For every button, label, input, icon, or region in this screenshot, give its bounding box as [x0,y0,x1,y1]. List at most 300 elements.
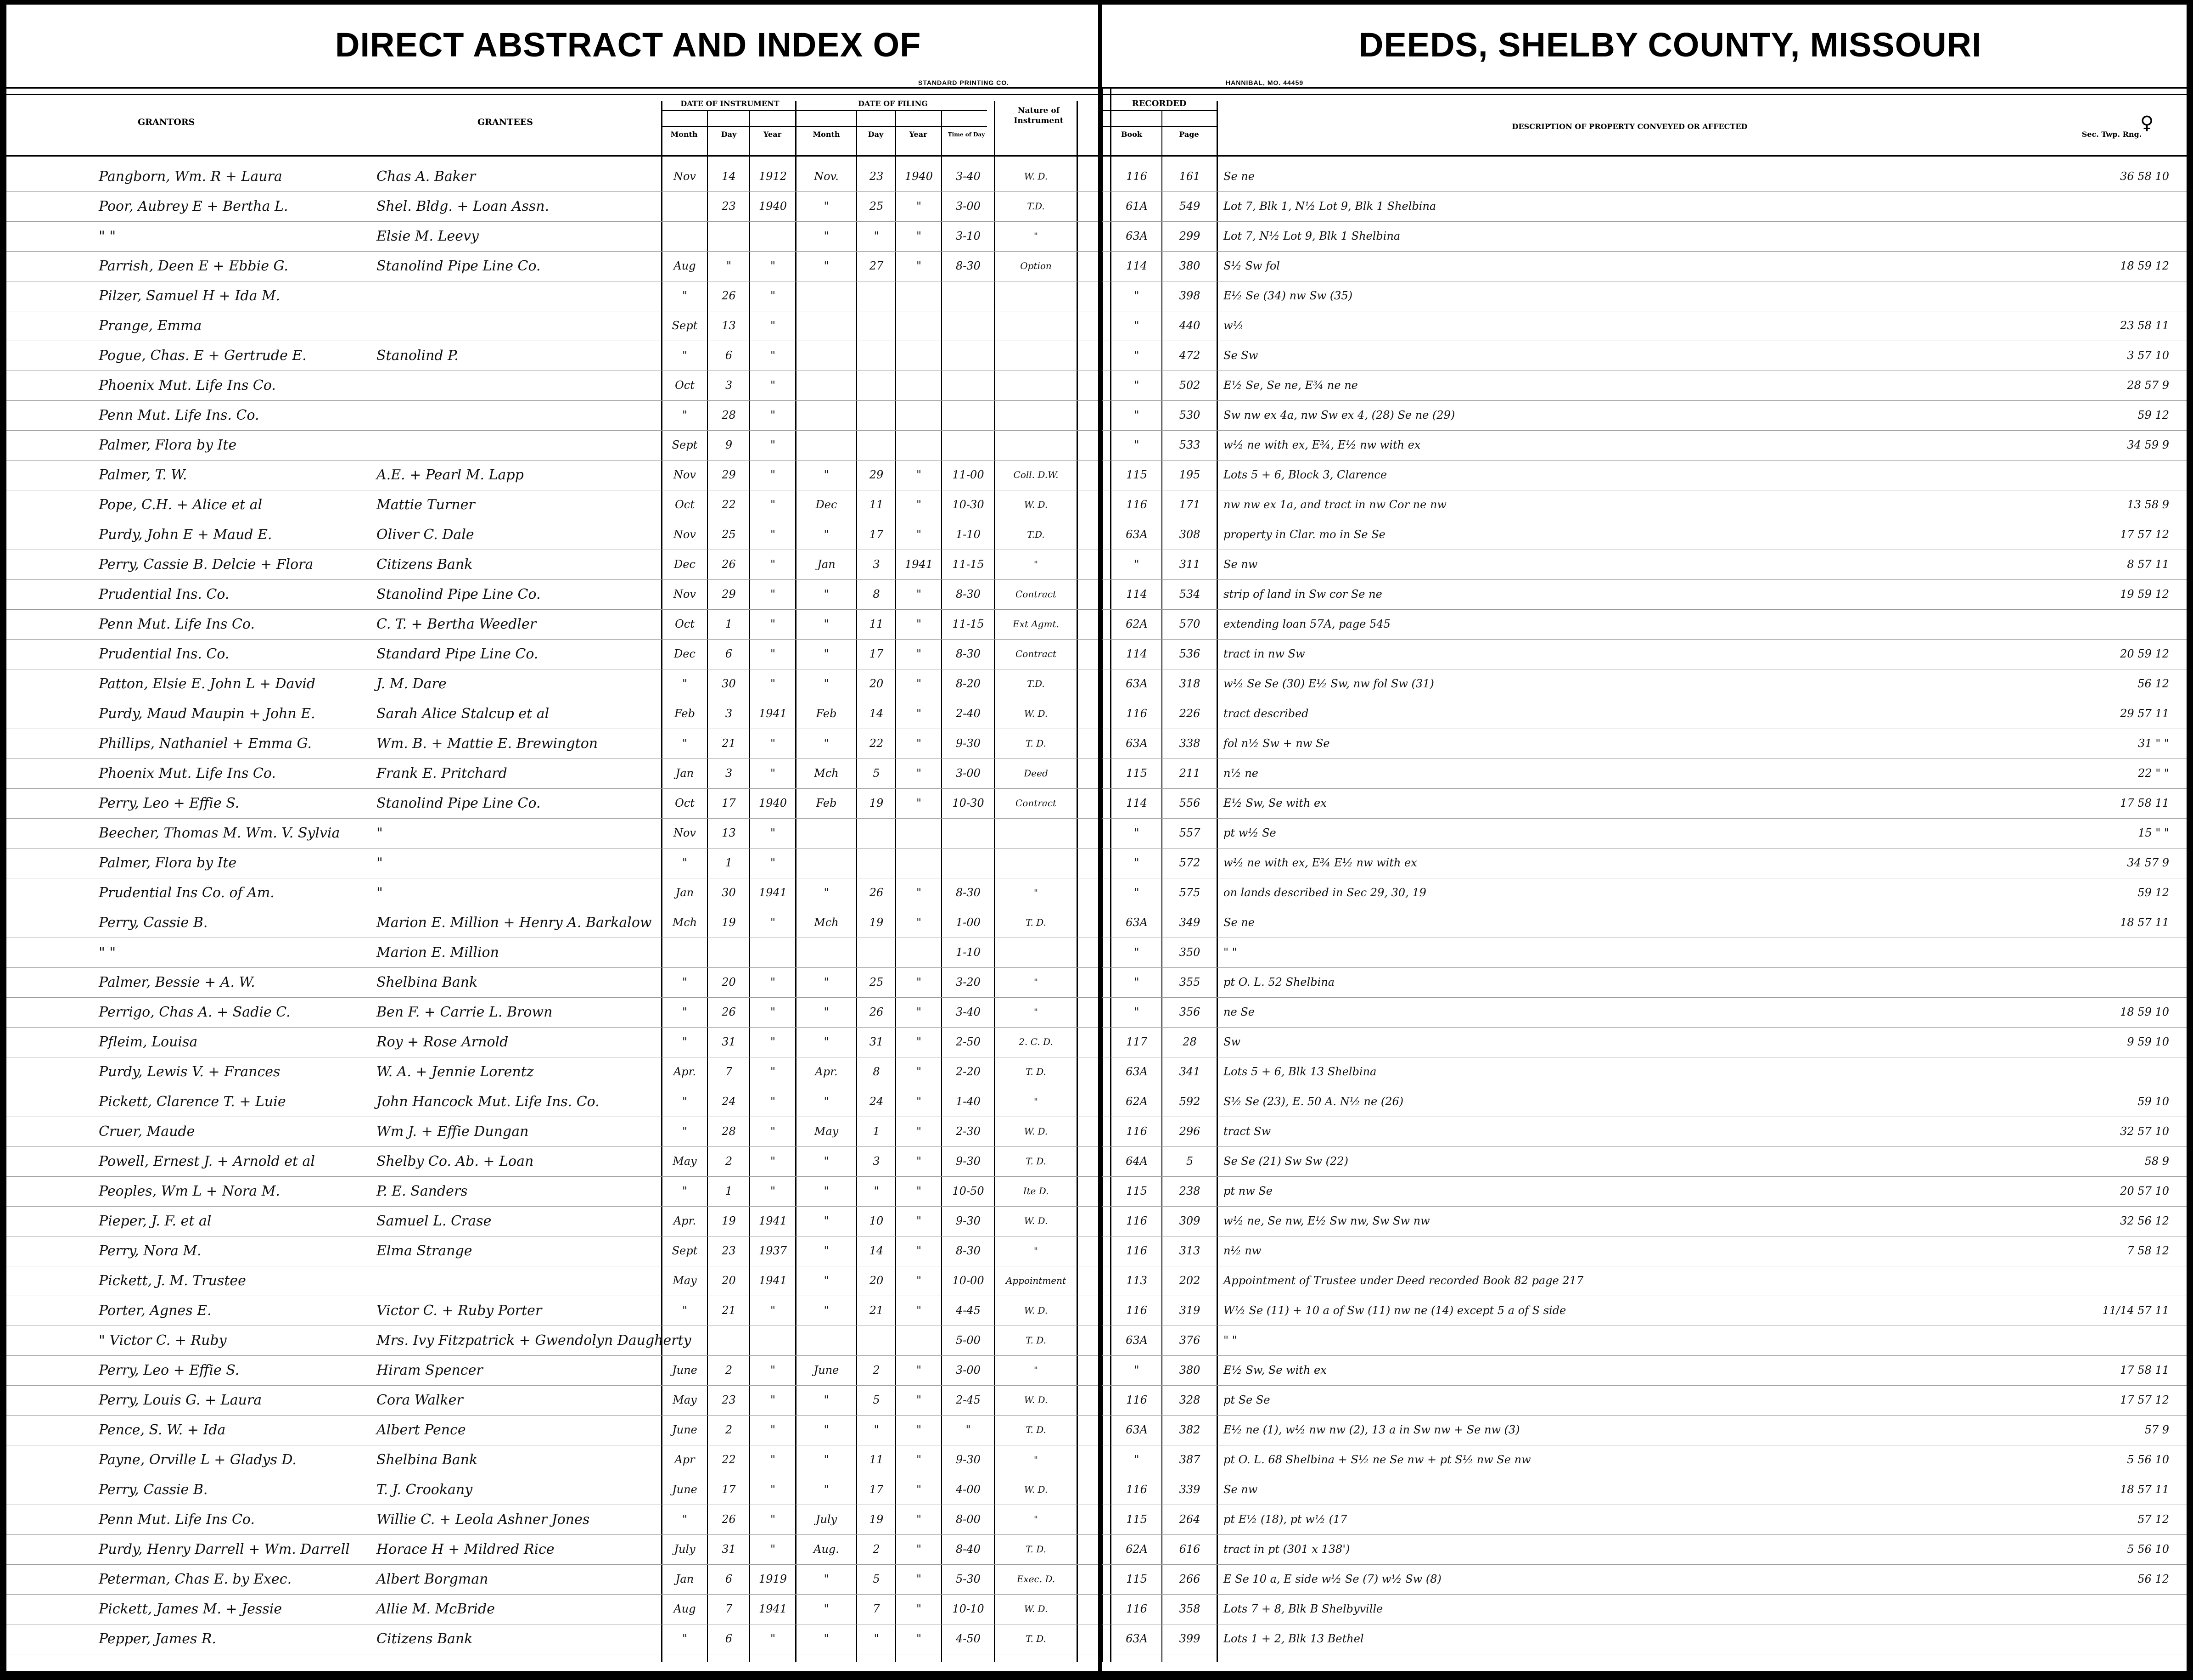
ledger-row [1102,1415,2193,1445]
description-cell: S½ Sw fol [1223,259,1280,272]
filing-year-cell [897,1326,941,1355]
ledger-row [0,1236,1102,1266]
filing-year-cell: " [916,1214,922,1227]
ledger-row [1102,878,2193,908]
ledger-row [1102,967,2193,998]
ledger-row [0,848,1102,878]
book-cell: " [1134,379,1139,392]
description-cell: S½ Se (23), E. 50 A. N½ ne (26) [1223,1095,1404,1108]
book-cell: 63A [1126,916,1148,929]
description-cell: w½ ne with ex, E¾ E½ nw with ex [1223,856,1417,869]
filing-day-cell: 27 [869,259,884,272]
page-cell: 308 [1179,528,1200,541]
nature-cell: W. D. [1024,1215,1048,1226]
book-cell: 63A [1126,230,1148,242]
ledger-row [0,729,1102,759]
ledger-row [0,639,1102,669]
filing-year-cell [897,430,941,460]
nature-cell [995,311,1077,341]
time-of-day-cell: 2-50 [956,1035,981,1048]
grantor-cell: Pogue, Chas. E + Gertrude E. [99,348,307,364]
time-of-day-cell: 2-40 [956,707,981,720]
description-cell: E½ Sw, Se with ex [1223,1364,1327,1377]
ledger-row [0,908,1102,938]
time-of-day-cell [942,281,994,311]
nature-cell: T. D. [1026,1156,1046,1167]
grantees-header: GRANTEES [477,117,533,127]
filing-year-cell: " [916,588,922,601]
instrument-year-cell: " [770,528,776,541]
ledger-row [0,1176,1102,1207]
ledger-row [0,460,1102,490]
grantor-cell: Parrish, Deen E + Ebbie G. [99,258,288,274]
instrument-year-cell: " [770,558,776,571]
instrument-month-cell: " [682,856,688,869]
filing-day-cell [858,848,895,878]
book-cell: " [1134,409,1139,421]
ledger-row [0,788,1102,819]
grantor-cell: Perry, Leo + Effie S. [99,1362,240,1378]
filing-year-cell: " [916,1006,922,1018]
instrument-month-cell: Nov [673,170,696,183]
grantee-cell: J. M. Dare [376,676,447,692]
sec-twp-rng-cell [2043,191,2169,221]
filing-month-cell: " [824,647,829,660]
grantor-cell: Powell, Ernest J. + Arnold et al [99,1153,315,1169]
nature-cell [995,400,1077,430]
nature-cell: Contract [1015,798,1056,809]
page-cell: 358 [1179,1602,1200,1615]
instrument-year-cell: " [770,1155,776,1168]
grantor-cell: Pepper, James R. [99,1631,217,1647]
filing-day-cell [858,371,895,400]
instrument-month-cell: " [682,1304,688,1317]
description-cell: Lot 7, Blk 1, N½ Lot 9, Blk 1 Shelbina [1223,200,1436,213]
description-cell: extending loan 57A, page 545 [1223,618,1391,630]
time-of-day-cell: 1-10 [956,528,981,541]
page-cell: 161 [1179,170,1200,183]
instrument-day-cell: 7 [725,1602,733,1615]
sec-twp-rng-header: Sec. Twp. Rng. [2081,130,2142,139]
grantee-cell: Elsie M. Leevy [376,228,479,244]
time-of-day-cell: 4-45 [956,1304,981,1317]
description-cell: Lots 1 + 2, Blk 13 Bethel [1223,1632,1364,1645]
book-cell: 116 [1126,1602,1147,1615]
sec-twp-rng-cell [2043,1266,2169,1296]
book-cell: 114 [1126,259,1147,272]
sec-twp-rng-cell: 29 57 11 [2120,707,2169,720]
description-header: DESCRIPTION OF PROPERTY CONVEYED OR AFFECTED [1512,122,1748,131]
sec-twp-rng-cell: 32 57 10 [2120,1125,2169,1138]
ledger-row [0,520,1102,550]
filing-year-cell: " [916,1483,922,1496]
sec-twp-rng-cell: 58 9 [2144,1155,2169,1168]
page-cell: 311 [1179,558,1200,571]
nature-cell: W. D. [1024,1603,1048,1614]
time-of-day-cell [942,341,994,371]
book-cell: " [1134,826,1139,839]
ledger-row [1102,1326,2193,1356]
time-of-day-cell [942,430,994,460]
ledger-row [1102,490,2193,520]
filing-day-cell: 5 [873,767,880,780]
instrument-year-cell: " [770,1065,776,1078]
ledger-row [1102,1445,2193,1475]
filing-day-cell: 2 [873,1364,880,1377]
ledger-row [1102,669,2193,699]
sec-twp-rng-cell [2043,221,2169,251]
ledger-row [0,162,1102,192]
page-cell: 534 [1179,588,1200,601]
instrument-day-cell: 14 [722,170,736,183]
ledger-row [0,1385,1102,1416]
instrument-year-cell: " [770,1513,776,1526]
nature-cell: Contract [1015,648,1056,659]
instrument-month-cell: Oct [675,379,695,392]
book-cell: 116 [1126,498,1147,511]
filing-day-cell: 17 [869,1483,884,1496]
time-of-day-cell: 3-40 [956,170,981,183]
page-cell: 570 [1179,618,1200,630]
filing-year-cell: 1940 [904,170,933,183]
sec-twp-rng-cell: 7 58 12 [2127,1244,2169,1257]
page-cell: 238 [1179,1185,1200,1197]
filing-month-cell: Mch [814,767,839,780]
grantee-cell [376,430,652,460]
instrument-month-cell: " [682,349,688,362]
filing-month-cell: Nov. [814,170,839,183]
instrument-year-cell: " [770,289,776,302]
ledger-row [0,699,1102,729]
instrument-year-cell: " [770,647,776,660]
grantor-cell: Pickett, J. M. Trustee [99,1273,246,1289]
instrument-year-cell: " [770,1423,776,1436]
sec-twp-rng-cell: 31 " " [2138,737,2169,750]
filing-day-cell: 25 [869,200,884,213]
ledger-row [1102,311,2193,341]
sec-twp-rng-cell: 23 58 11 [2120,319,2169,332]
book-cell: " [1134,976,1139,989]
ledger-row [0,818,1102,848]
instrument-year-cell: 1941 [758,886,787,899]
instrument-day-cell: 1 [725,1185,733,1197]
grantee-cell: Cora Walker [376,1392,463,1408]
grantor-cell: Pickett, Clarence T. + Luie [99,1094,286,1110]
filing-month-cell: " [824,1632,829,1645]
instrument-day-cell: 19 [722,1214,736,1227]
nature-cell [995,938,1077,967]
nature-cell [995,341,1077,371]
date-of-filing-header: DATE OF FILING [858,99,928,108]
time-of-day-cell: 10-30 [952,498,984,511]
sec-twp-rng-cell: 18 57 11 [2120,1483,2169,1496]
sec-twp-rng-cell: 11/14 57 11 [2102,1304,2169,1317]
filing-year-cell: " [916,1453,922,1466]
instrument-day-cell: 23 [722,1393,736,1406]
ledger-row [1102,191,2193,222]
instrument-year-cell: 1941 [758,1602,787,1615]
sec-twp-rng-cell [2043,938,2169,967]
grantor-cell: " " [99,944,116,961]
description-cell: w½ ne, Se nw, E½ Sw nw, Sw Sw nw [1223,1214,1430,1227]
page-cell: 355 [1179,976,1200,989]
filing-day-cell: 17 [869,528,884,541]
filing-year-cell: " [916,886,922,899]
page-cell: 202 [1179,1274,1200,1287]
instrument-day-cell: 3 [725,379,733,392]
description-cell: tract in nw Sw [1223,647,1305,660]
grantee-cell: Mrs. Ivy Fitzpatrick + Gwendolyn Daugherty [376,1332,691,1348]
instrument-day-cell: 13 [722,826,736,839]
ledger-row [0,1505,1102,1535]
description-cell: n½ nw [1223,1244,1262,1257]
time-of-day-cell [942,848,994,878]
printer-imprint-left: STANDARD PRINTING CO. [918,79,1010,86]
book-cell: 117 [1126,1035,1147,1048]
instrument-month-cell: " [682,737,688,750]
filing-month-cell [796,818,856,848]
filing-day-cell: 5 [873,1393,880,1406]
filing-year-cell [897,281,941,311]
page-cell: 339 [1179,1483,1200,1496]
time-of-day-header: Time of Day [948,131,985,138]
filing-month-cell: " [824,259,829,272]
filing-day-cell: 26 [869,886,884,899]
filing-month-cell: " [824,1244,829,1257]
time-of-day-cell: 10-50 [952,1185,984,1197]
instrument-day-cell: 3 [725,767,733,780]
book-cell: 116 [1126,1244,1147,1257]
filing-year-cell: " [916,1602,922,1615]
filing-year-cell: " [916,677,922,690]
grantee-cell: Standard Pipe Line Co. [376,646,538,662]
filing-month-cell: " [824,976,829,989]
book-cell: 62A [1126,1543,1148,1556]
instrument-month-cell: Jan [675,1573,694,1585]
filing-day-cell: 22 [869,737,884,750]
grantor-cell: Palmer, T. W. [99,467,187,483]
grantor-cell: Peoples, Wm L + Nora M. [99,1183,280,1199]
instrument-month-header: Month [670,130,698,139]
nature-cell: T.D. [1027,529,1045,540]
filing-month-cell: " [824,1214,829,1227]
book-cell: 63A [1126,737,1148,750]
ledger-row [0,1326,1102,1356]
instrument-year-cell: " [770,826,776,839]
grantee-cell: Citizens Bank [376,556,473,573]
grantor-cell: Perry, Louis G. + Laura [99,1392,262,1408]
filing-day-cell: 11 [869,498,884,511]
grantor-cell: Perry, Cassie B. Delcie + Flora [99,556,314,573]
instrument-year-cell: " [770,259,776,272]
time-of-day-cell [942,818,994,848]
description-cell: " " [1223,1334,1237,1347]
nature-cell: T.D. [1027,678,1045,689]
description-cell: Se nw [1223,1483,1258,1496]
filing-year-cell: " [916,1304,922,1317]
book-cell: 63A [1126,1065,1148,1078]
filing-day-cell: 19 [869,1513,884,1526]
description-cell: W½ Se (11) + 10 a of Sw (11) nw ne (14) except 5 a of S side [1223,1304,1566,1317]
description-cell: E½ Sw, Se with ex [1223,797,1327,809]
filing-month-cell: July [815,1513,837,1526]
filing-month-cell [796,430,856,460]
description-cell: w½ ne with ex, E¾, E½ nw with ex [1223,438,1421,451]
grantee-cell: Willie C. + Leola Ashner Jones [376,1511,590,1528]
nature-cell: " [1033,1365,1038,1376]
filing-month-cell [796,848,856,878]
filing-day-cell [858,818,895,848]
grantee-cell: A.E. + Pearl M. Lapp [376,467,524,483]
ledger-row [1102,550,2193,580]
sec-twp-rng-cell [2043,460,2169,490]
description-cell: Se Se (21) Sw Sw (22) [1223,1155,1348,1168]
book-cell: 63A [1126,677,1148,690]
description-cell: Se nw [1223,558,1258,571]
filing-year-cell [897,938,941,967]
instrument-year-cell: " [770,588,776,601]
time-of-day-cell: 11-00 [952,468,984,481]
time-of-day-cell: 1-10 [956,946,981,959]
instrument-day-header: Day [721,130,737,139]
ledger-row [1102,162,2193,192]
grantor-cell: Pieper, J. F. et al [99,1213,212,1229]
filing-day-cell: " [874,1185,879,1197]
corner-mark: ♀ [2140,112,2154,134]
page-cell: 296 [1179,1125,1200,1138]
filing-year-cell: " [916,737,922,750]
nature-cell: W. D. [1024,1484,1048,1495]
book-cell: " [1134,289,1139,302]
book-cell: 116 [1126,707,1147,720]
nature-cell: T.D. [1027,201,1045,212]
filing-month-cell: " [824,618,829,630]
instrument-day-cell: 30 [722,677,736,690]
page-header: Page [1179,130,1199,139]
grantee-cell: Marion E. Million [376,944,499,961]
filing-year-cell [897,341,941,371]
filing-month-cell: " [824,886,829,899]
book-cell: " [1134,319,1139,332]
page-cell: 380 [1179,259,1200,272]
instrument-month-cell: Mch [672,916,697,929]
filing-day-cell: 10 [869,1214,884,1227]
instrument-day-cell: 31 [722,1035,736,1048]
page-cell: 341 [1179,1065,1200,1078]
ledger-row [1102,1236,2193,1266]
page-cell: 264 [1179,1513,1200,1526]
ledger-row [0,1355,1102,1386]
time-of-day-cell: 8-20 [956,677,981,690]
grantor-cell: Pilzer, Samuel H + Ida M. [99,288,280,304]
ledger-row [1102,1624,2193,1654]
nature-cell: W. D. [1024,1305,1048,1316]
ledger-row [0,1534,1102,1565]
ledger-row [1102,1385,2193,1416]
ledger-row [0,251,1102,281]
filing-month-cell [796,281,856,311]
instrument-month-cell: Nov [673,528,696,541]
grantor-cell: Beecher, Thomas M. Wm. V. Sylvia [99,825,340,841]
grantor-cell: Poor, Aubrey E + Bertha L. [99,198,288,214]
filing-year-cell: " [916,1244,922,1257]
ledger-row [1102,729,2193,759]
sec-twp-rng-cell: 5 56 10 [2127,1543,2169,1556]
filing-day-cell: " [874,230,879,242]
time-of-day-cell: 8-00 [956,1513,981,1526]
instrument-month-cell: Nov [673,468,696,481]
grantee-cell: Stanolind Pipe Line Co. [376,258,541,274]
page-cell: 349 [1179,916,1200,929]
filing-year-cell: " [916,1423,922,1436]
filing-year-cell: " [916,618,922,630]
filing-year-cell: " [916,1065,922,1078]
grantee-cell: Citizens Bank [376,1631,473,1647]
description-cell: E½ Se (34) nw Sw (35) [1223,289,1353,302]
book-cell: " [1134,349,1139,362]
instrument-year-cell: " [770,767,776,780]
filing-day-cell: 23 [869,170,884,183]
instrument-month-cell: " [682,1095,688,1108]
page-cell: 557 [1179,826,1200,839]
book-cell: 116 [1126,1483,1147,1496]
time-of-day-cell: 3-00 [956,1364,981,1377]
filing-month-cell [796,400,856,430]
page-cell: 382 [1179,1423,1200,1436]
filing-day-cell: 14 [869,707,884,720]
grantor-cell: Pope, C.H. + Alice et al [99,497,263,513]
nature-cell: Ext Agmt. [1013,618,1059,629]
description-cell: Lots 7 + 8, Blk B Shelbyville [1223,1602,1383,1615]
grantee-cell: Sarah Alice Stalcup et al [376,706,550,722]
grantor-cell: Purdy, Maud Maupin + John E. [99,706,315,722]
ledger-row [1102,997,2193,1028]
nature-cell: T. D. [1026,1424,1046,1435]
description-cell: property in Clar. mo in Se Se [1223,528,1385,541]
filing-month-cell: " [824,1573,829,1585]
nature-cell [995,371,1077,400]
book-cell: 115 [1126,767,1147,780]
book-cell: 115 [1126,1573,1147,1585]
date-of-instrument-header: DATE OF INSTRUMENT [680,99,780,108]
time-of-day-cell: 2-20 [956,1065,981,1078]
sec-twp-rng-cell: 28 57 9 [2127,379,2169,392]
sec-twp-rng-cell [2043,1326,2169,1355]
filing-month-cell: " [824,1602,829,1615]
book-cell: 63A [1126,1334,1148,1347]
grantor-cell: " " [99,228,116,244]
instrument-year-cell: " [770,409,776,421]
page-cell: 5 [1186,1155,1194,1168]
page-cell: 572 [1179,856,1200,869]
instrument-month-cell: " [682,289,688,302]
ledger-row [0,371,1102,401]
filing-month-cell [796,938,856,967]
page-cell: 356 [1179,1006,1200,1018]
sec-twp-rng-cell [2043,1624,2169,1654]
instrument-day-cell: 7 [725,1065,733,1078]
ledger-row [0,669,1102,699]
filing-day-cell: 19 [869,797,884,809]
filing-day-cell: " [874,1423,879,1436]
ledger-row [0,281,1102,311]
description-cell: Appointment of Trustee under Deed recorded Book 82 page 217 [1223,1274,1584,1287]
page-cell: 328 [1179,1393,1200,1406]
page-cell: 387 [1179,1453,1200,1466]
sec-twp-rng-cell: 32 56 12 [2120,1214,2169,1227]
filing-day-cell: " [874,1632,879,1645]
sec-twp-rng-cell: 5 56 10 [2127,1453,2169,1466]
